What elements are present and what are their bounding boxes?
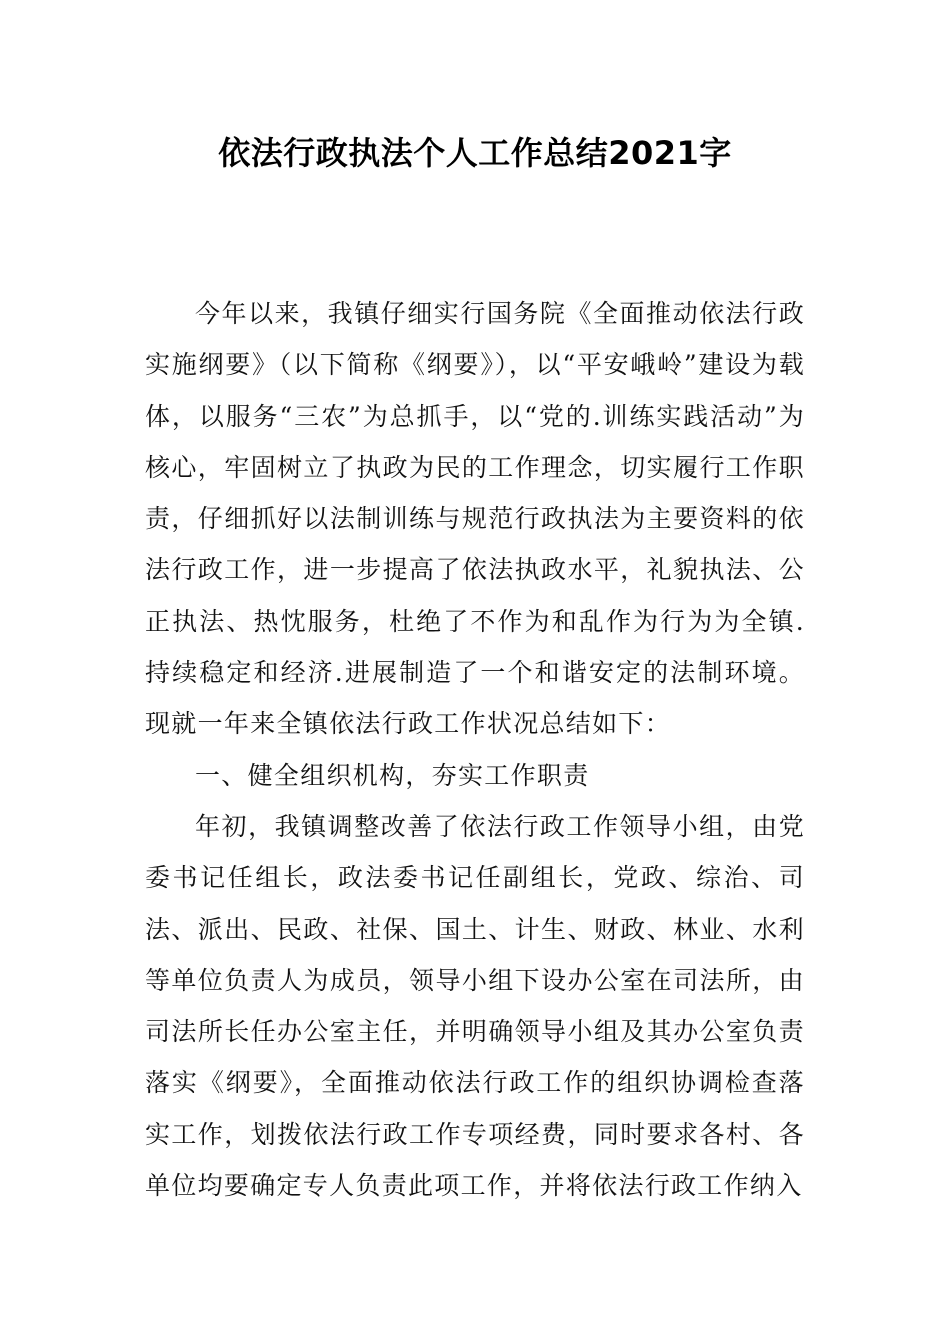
section-heading: 一、健全组织机构，夯实工作职责 [195, 760, 590, 790]
paragraph-intro: 今年以来，我镇仔细实行国务院《全面推动依法行政实施纲要》（以下简称《纲要》），以“平安峨岭”建设为载体，以服务“三农”为总抓手，以“党的.训练实践活动”为核心，牢固树立了执政为民的工作理念，切实履行工作职责，仔细抓好以法制训练与规范行政执法为主要资料的依法行政工作，进一步提高了依法执政水平，礼貌执法、公正执法、热忱服务，杜绝了不作为和乱作为行为为全镇.持续稳定和经济.进展制造了一个和谐安定的法制环境。现就一年来全镇依法行政工作状况总结如下： [145, 299, 805, 739]
document-title: 依法行政执法个人工作总结2021字 [218, 134, 732, 172]
document-body [145, 288, 805, 1211]
paragraph-organization: 年初，我镇调整改善了依法行政工作领导小组，由党委书记任组长，政法委书记任副组长，党政、综治、司法、派出、民政、社保、国土、计生、财政、林业、水利等单位负责人为成员，领导小组下设办公室在司法所，由司法所长任办公室主任，并明确领导小组及其办公室负责落实《纲要》，全面推动依法行政工作的组织协调检查落实工作，划拨依法行政工作专项经费，同时要求各村、各单位均要确定专人负责此项工作，并将依法行政工作纳入 [145, 811, 805, 1201]
